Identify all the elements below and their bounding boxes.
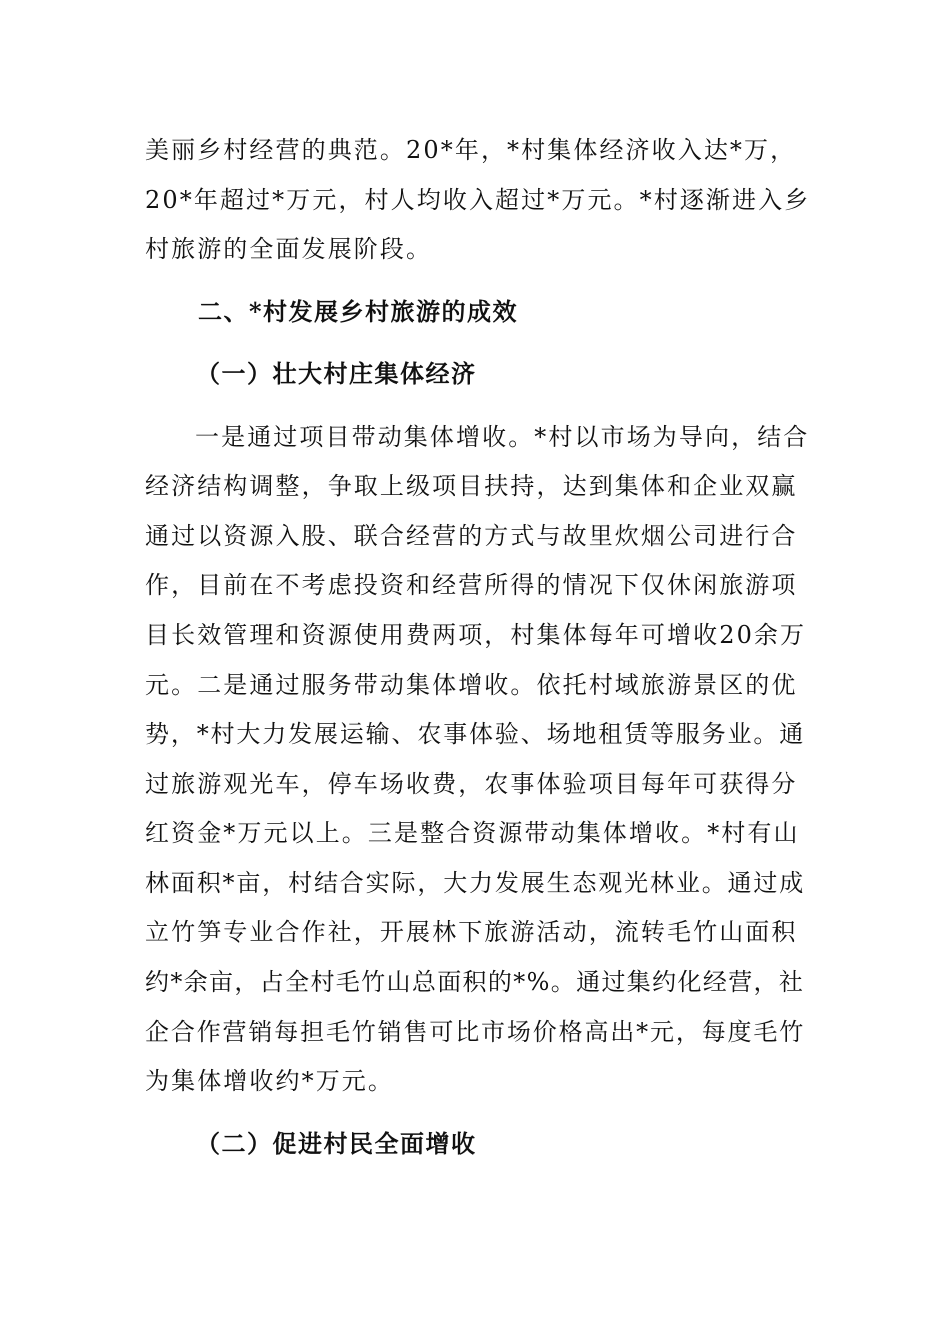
body-line-1: 一是通过项目带动集体增收。*村以市场为导向，结合	[195, 423, 810, 451]
intro-line-1: 美丽乡村经营的典范。20*年，*村集体经济收入达*万，	[145, 136, 797, 164]
body-line-2: 经济结构调整，争取上级项目扶持，达到集体和企业双赢	[145, 472, 798, 500]
subsection-1-heading: （一）壮大村庄集体经济	[196, 359, 477, 388]
intro-line-3: 村旅游的全面发展阶段。	[145, 235, 433, 263]
body-line-5: 目长效管理和资源使用费两项，村集体每年可增收20余万	[145, 621, 807, 649]
body-line-8: 过旅游观光车，停车场收费，农事体验项目每年可获得分	[145, 770, 798, 798]
body-line-10: 林面积*亩，村结合实际，大力发展生态观光林业。通过成	[145, 869, 806, 897]
body-line-14: 为集体增收约*万元。	[145, 1067, 394, 1095]
body-line-12: 约*余亩，占全村毛竹山总面积的*%。通过集约化经营，社	[145, 968, 805, 996]
body-line-7: 势，*村大力发展运输、农事体验、场地租赁等服务业。通	[145, 720, 806, 748]
body-line-11: 立竹笋专业合作社，开展林下旅游活动，流转毛竹山面积	[145, 918, 798, 946]
body-line-6: 元。二是通过服务带动集体增收。依托村域旅游景区的优	[145, 671, 798, 699]
body-line-9: 红资金*万元以上。三是整合资源带动集体增收。*村有山	[145, 819, 800, 847]
body-line-13: 企合作营销每担毛竹销售可比市场价格高出*元，每度毛竹	[145, 1018, 806, 1046]
body-line-3: 通过以资源入股、联合经营的方式与故里炊烟公司进行合	[145, 522, 798, 550]
subsection-2-heading: （二）促进村民全面增收	[196, 1129, 477, 1158]
section-heading: 二、*村发展乡村旅游的成效	[198, 297, 519, 326]
body-line-4: 作，目前在不考虑投资和经营所得的情况下仅休闲旅游项	[145, 571, 798, 599]
intro-line-2: 20*年超过*万元，村人均收入超过*万元。*村逐渐进入乡	[145, 186, 811, 214]
